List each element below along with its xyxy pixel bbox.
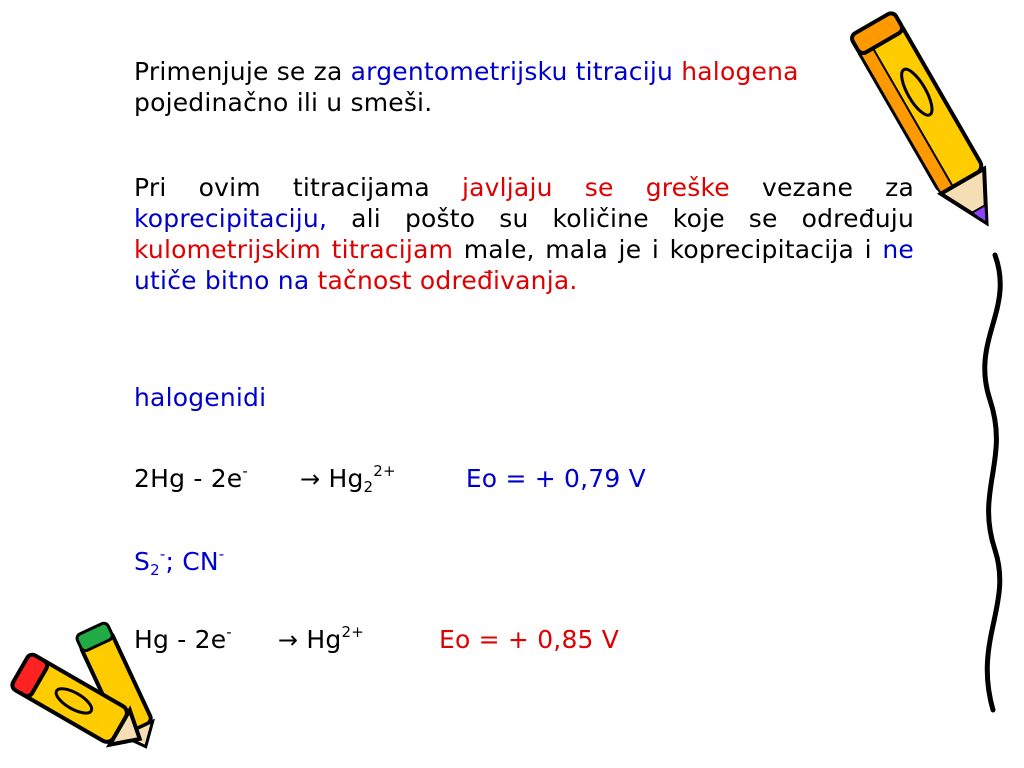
highlight-accuracy: tačnost određivanja. (317, 266, 578, 295)
highlight-errors: javljaju se greške (461, 173, 730, 202)
text-run (309, 266, 317, 295)
text-run: Pri ovim titracijama (134, 173, 462, 202)
highlight-halogena: halogena (681, 57, 799, 86)
superscript: - (242, 462, 248, 480)
paragraph-errors (134, 172, 914, 296)
equation-lhs: Hg - 2e (134, 625, 227, 654)
text-run: vezane za (729, 173, 914, 202)
pencil-icon (850, 0, 1010, 250)
ion-symbol: ; CN (165, 547, 219, 576)
potential-value: Eo = + 0,79 V (465, 464, 646, 493)
heading-halogenidi: halogenidi (134, 383, 267, 412)
paragraph-intro (134, 56, 914, 118)
equation-hg (134, 624, 914, 656)
text-run: ali pošto su količine koje se određuju (327, 204, 914, 233)
highlight-no-effect: ne utiče bitno na (134, 235, 914, 295)
highlight-coprecipitation: koprecipitaciju, (134, 204, 328, 233)
text-run: Primenjuje se za (134, 57, 351, 86)
equation-rhs: Hg (306, 625, 342, 654)
arrow-right-icon: → (277, 626, 299, 654)
pencil-icon (0, 650, 150, 760)
superscript: 2+ (373, 462, 396, 480)
superscript: - (159, 545, 166, 563)
superscript: - (226, 623, 232, 641)
subscript: 2 (363, 478, 374, 496)
squiggle-line (965, 250, 1020, 720)
arrow-right-icon: → (300, 465, 321, 493)
equation-lhs: 2Hg - 2e (134, 464, 243, 493)
text-run: male, mala je i koprecipitacija i (453, 235, 883, 264)
superscript: - (218, 545, 225, 563)
potential-value: Eo = + 0,85 V (438, 625, 620, 654)
text-run: pojedinačno ili u smeši. (134, 88, 433, 117)
superscript: 2+ (341, 623, 364, 641)
highlight-coulometric: kulometrijskim titracijam (134, 235, 454, 264)
ion-symbol: S (134, 547, 151, 576)
equation-hg2 (134, 463, 914, 495)
subscript: 2 (150, 561, 160, 579)
text-run (673, 57, 681, 86)
equation-rhs: Hg (328, 464, 364, 493)
highlight-argentometric: argentometrijsku titraciju (350, 57, 674, 86)
ions-line (134, 546, 914, 577)
